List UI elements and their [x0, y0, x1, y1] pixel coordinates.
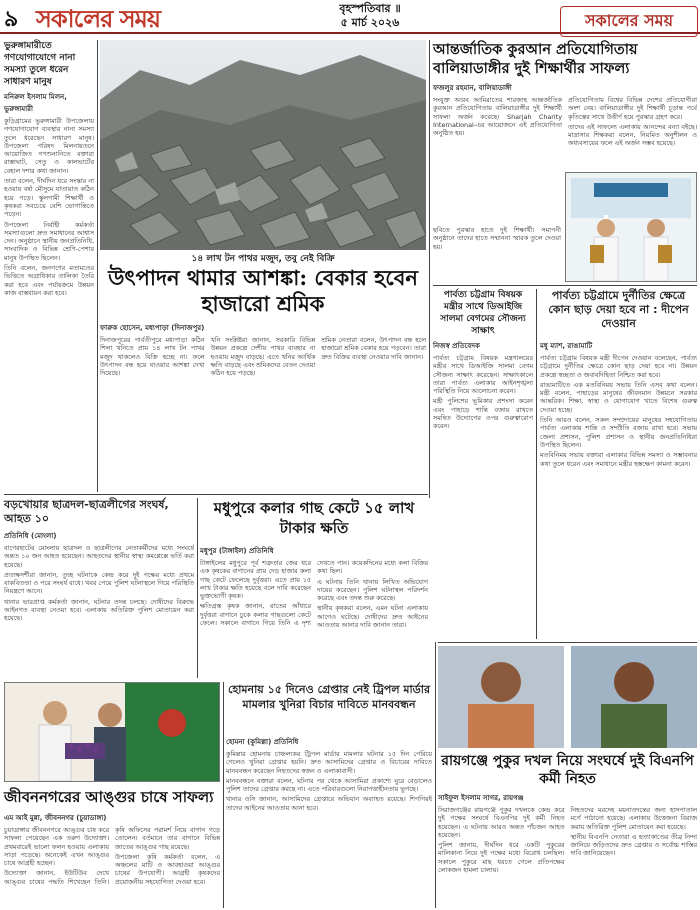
paragraph: প্রত্যক্ষদর্শীরা জানান, তুচ্ছ ঘটনাকে কেন্দ্র করে দুই পক্ষের মধ্যে প্রথমে বাকবিতণ্ডা ও পরে সংঘর্ষ বাধে। খবর পেয়ে পুলিশ ঘটনাস্থলে গিয়ে পরিস্থিতি নিয়ন্ত্রণে আনে।: [4, 570, 194, 596]
quarry-headline: উৎপাদন থামার আশঙ্কা: বেকার হবেন হাজারো শ্রমিক: [108, 265, 418, 316]
paragraph: কুড়িগ্রামের ভুরুঙ্গামারী উপজেলায় গণযোগাযোগ ব্যবস্থার নানা সমস্যা তুলে ধরেছেন সাধারণ মানুষ। উপজেলা পরিষদ মিলনায়তনে আয়োজিত গণশুনানিতে বক্তারা রাস্তাঘাট, সেতু ও কালভার্টের বেহাল দশার কথা জানান।: [4, 117, 94, 175]
grape-headline: জীবননগরের আঙ্গুর চাষে সাফল্য: [4, 788, 214, 806]
paragraph: চুয়াডাঙ্গার জীবননগরে আঙ্গুর চাষ করে সাফল্য পেয়েছেন এক তরুণ উদ্যোক্তা। প্রথমবারেই ভালো ফলন হওয়ায় এলাকায় সাড়া পড়েছে। অনেকেই এখন আঙ্গুর চাষে আগ্রহী হচ্ছেন।: [4, 826, 109, 868]
article-body: [540, 354, 697, 642]
newspaper-logo: সকালের সময়: [36, 4, 161, 33]
paragraph: তিনি আরও বলেন, সকল সম্প্রদায়ের মানুষের সহযোগিতায় পার্বত্য এলাকায় শান্তি ও সম্প্রীতি বজায় রাখা হবে। সভায় জেলা প্রশাসন, পুলিশ প্রশাসন ও স্থানীয় জনপ্রতিনিধিরা উপস্থিত ছিলেন।: [540, 416, 697, 449]
victim-portraits-image: [438, 646, 697, 748]
paragraph: এ ঘটনায় তিনি থানায় লিখিত অভিযোগ দায়ের করেছেন। পুলিশ ঘটনাস্থল পরিদর্শন করেছে এবং তদন্ত শুরু করেছে।: [317, 577, 428, 603]
article-byline: নিজস্ব প্রতিবেদক: [433, 342, 480, 350]
article-byline: সাইফুল ইসলাম সাগর, রায়গঞ্জ: [438, 794, 524, 802]
article-byline: এম আই মুন্না, জীবননগর (চুয়াডাঙ্গা): [4, 814, 107, 822]
paragraph: শ্রমিক নেতারা বলেন, উৎপাদন বন্ধ হলে হাজারো শ্রমিক বেকার হয়ে পড়বেন। তারা দ্রুত বিক্রির ব্যবস্থা নেওয়ার দাবি জানান।: [321, 336, 426, 361]
article-byline: ফজলুর রহমান, বালিয়াডাঙ্গী: [433, 84, 512, 92]
quran-winners-photo: [565, 172, 697, 282]
paragraph: কুমিল্লার হোমনায় চাঞ্চল্যকর ট্রিপল মার্ডার মামলার ঘটনার ১৫ দিন পেরিয়ে গেলেও খুনিরা গ্রেপ্তার হয়নি। দ্রুত আসামিদের গ্রেপ্তার ও বিচারের দাবিতে মানববন্ধন করেছেন নিহতদের স্বজন ও এলাকাবাসী।: [226, 750, 432, 775]
weekday: বৃহস্পতিবার ॥: [339, 2, 401, 15]
section-divider: [438, 642, 697, 643]
article-clash-body: [4, 530, 194, 676]
column-divider: [97, 40, 98, 492]
column-divider: [435, 642, 436, 908]
article-byline: হোমনা (কুমিল্লা) প্রতিনিধি: [226, 738, 299, 746]
paragraph: স্থানীয় কৃষকরা বলেন, এমন ঘটনা এলাকায় আগেও ঘটেছে। দোষীদের দ্রুত আইনের আওতায় আনার দাবি জানান তারা।: [317, 604, 428, 630]
paragraph: মতবিনিময় সভায় বক্তারা এলাকার বিভিন্ন সমস্যা ও সম্ভাবনার কথা তুলে ধরেন এবং সমাধানে মন্ত্রীর হস্তক্ষেপ কামনা করেন।: [540, 451, 697, 468]
article-homna-body: [226, 736, 432, 908]
column-divider: [536, 289, 537, 639]
paragraph: মন্ত্রী পুলিশের ভূমিকার প্রশংসা করেন এবং পাহাড়ে শান্তি বজায় রাখতে সমন্বিত উদ্যোগের ওপর গুরুত্বারোপ করেন।: [433, 397, 533, 431]
paragraph: মানববন্ধনে বক্তারা বলেন, ঘটনার পর থেকে আসামিরা প্রকাশ্যে ঘুরে বেড়ালেও পুলিশ তাদের গ্রেপ্তার করছে না। এতে পরিবারগুলো নিরাপত্তাহীনতায় ভুগছে।: [226, 776, 432, 794]
paragraph: পার্বত্য চট্টগ্রাম বিষয়ক মন্ত্রণালয়ের মন্ত্রীর সাথে ডিআইজি সালমা বেগম সৌজন্য সাক্ষাৎ করেছেন। সাক্ষাৎকালে তারা পার্বত্য এলাকার আইনশৃঙ্খলা পরিস্থিতি নিয়ে আলোচনা করেন।: [433, 354, 533, 396]
issue-date: ৫ মার্চ ২০২৬: [340, 16, 400, 29]
article-pond-body: [438, 792, 697, 908]
paragraph: খনি সংশ্লিষ্টরা জানান, সরকারি বিভিন্ন উন্নয়ন প্রকল্পে দেশীয় পাথর ব্যবহার না হওয়ায় মজুদ বাড়ছে। এতে খনির আর্থিক ক্ষতি বাড়ছে এবং শ্রমিকদের বেতন দেওয়া কঠিন হয়ে পড়ছে।: [210, 336, 316, 378]
section-divider: [433, 285, 697, 286]
quran-headline: আন্তর্জাতিক কুরআন প্রতিযোগিতায় বালিয়াডাঙ্গীর দুই শিক্ষার্থীর সাফল্য: [433, 41, 638, 77]
article-body: [4, 117, 94, 497]
stone-pile-image: [100, 40, 426, 250]
paragraph: উদ্যোক্তা জানান, ইউটিউব দেখে আঙ্গুর চাষের পদ্ধতি শিখেছেন তিনি। কৃষি অফিসের পরামর্শ নিয়ে বাগান গড়ে তোলেন। বর্তমানে তার বাগানে বিভিন্ন জাতের আঙ্গুর গাছ রয়েছে।: [4, 826, 220, 886]
article-quarry-body: [100, 322, 426, 490]
article-hill-body: [540, 340, 697, 638]
paragraph: পার্বত্য চট্টগ্রাম বিষয়ক মন্ত্রী দীপেন দেওয়ান বলেছেন, পার্বত্য চট্টগ্রামে দুর্নীতির ক্ষেত্রে কোন ছাড় দেয়া হবে না। উন্নয়ন প্রকল্পে স্বচ্ছতা ও জবাবদিহিতা নিশ্চিত করা হবে।: [540, 354, 697, 379]
column-divider: [197, 498, 198, 678]
article-bhurungamari: [4, 40, 94, 492]
paragraph: দিনাজপুরের পার্বতীপুরে মধ্যপাড়া কঠিন শিলা খনিতে প্রায় ১৪ লাখ টন পাথর মজুদ থাকলেও বিক্রি হচ্ছে না। ফলে উৎপাদন বন্ধ হয়ে যাওয়ার আশঙ্কা দেখা দিয়েছে।: [100, 336, 205, 378]
paragraph: উপজেলা নির্বাহী কর্মকর্তা সমস্যাগুলো দ্রুত সমাধানের আশ্বাস দেন। অনুষ্ঠানে স্থানীয় জনপ্রতিনিধি, সাংবাদিক ও বিভিন্ন শ্রেণি-পেশার মানুষ উপস্থিত ছিলেন।: [4, 220, 94, 262]
paragraph: বাগেরহাটের মোংলায় ছাত্রদল ও ছাত্রলীগের নেতাকর্মীদের মধ্যে সংঘর্ষে অন্তত ১০ জন আহত হয়েছেন। আহতদের স্থানীয় স্বাস্থ্য কমপ্লেক্সে ভর্তি করা হয়েছে।: [4, 544, 194, 569]
article-byline: ফারুক হোসেন, মধ্যপাড়া (দিনাজপুর): [100, 324, 205, 332]
paragraph: তাদের এই সাফল্যে এলাকায় আনন্দের বন্যা বইছে। মাদ্রাসার শিক্ষকরা বলেন, নিয়মিত অনুশীলন ও অধ্যবসায়ের ফলে এই অর্জন সম্ভব হয়েছে।: [568, 122, 697, 148]
article-byline: প্রতিনিধি (মোংলা): [4, 532, 57, 540]
article-body: [433, 354, 533, 514]
paragraph: রাঙামাটিতে এক মতবিনিময় সভায় তিনি এসব কথা বলেন। মন্ত্রী বলেন, পাহাড়ের মানুষের জীবনমান উন্নয়নে সরকার আন্তরিক। শিক্ষা, স্বাস্থ্য ও যোগাযোগ খাতে বিশেষ গুরুত্ব দেওয়া হচ্ছে।: [540, 380, 697, 414]
paragraph: থানার ওসি জানান, আসামিদের গ্রেপ্তারে অভিযান অব্যাহত রয়েছে। শিগগিরই তাদের আইনের আওতায় আনা হবে।: [226, 795, 432, 812]
page-number: ৯: [4, 7, 19, 32]
article-body: [200, 559, 428, 681]
paragraph: ক্ষতিগ্রস্ত কৃষক জানান, রাতের আঁধারে দুর্বৃত্তরা বাগানে ঢুকে কলার গাছগুলো কেটে ফেলে। সকালে বাগানে গিয়ে তিনি এ দৃশ্য দেখতে পান। কয়েকদিনের মধ্যে কলা বিক্রির কথা ছিল।: [200, 559, 428, 628]
article-byline: মধুপুর (টাঙ্গাইল) প্রতিনিধি: [200, 547, 274, 555]
column-divider: [429, 40, 430, 498]
grape-handover-image: [5, 683, 219, 781]
pond-headline: রায়গঞ্জে পুকুর দখল নিয়ে সংঘর্ষে দুই বিএনপি কর্মী নিহত: [441, 753, 694, 787]
article-body: [4, 826, 220, 910]
section-brand: সকালের সময়: [560, 6, 698, 37]
article-body: [4, 544, 194, 680]
article-body: [226, 750, 432, 910]
masthead: [0, 0, 700, 34]
paragraph: নিহতদের মরদেহ ময়নাতদন্তের জন্য হাসপাতাল মর্গে পাঠানো হয়েছে। এলাকায় উত্তেজনা বিরাজ করায় অতিরিক্ত পুলিশ মোতায়েন করা হয়েছে।: [570, 806, 697, 831]
clash-headline: বড়খোয়ার ছাত্রদল-ছাত্রলীগের সংঘর্ষ, আহত ১০: [4, 498, 169, 525]
paragraph: থানার ভারপ্রাপ্ত কর্মকর্তা জানান, ঘটনার তদন্ত চলছে। দোষীদের বিরুদ্ধে আইনগত ব্যবস্থা নেওয়া হবে। এলাকায় অতিরিক্ত পুলিশ মোতায়েন করা হয়েছে।: [4, 597, 194, 623]
column-divider: [223, 682, 224, 908]
victims-photos: [438, 646, 697, 748]
quarry-photo-caption: ১৪ লাখ টন পাথর মজুদ, তবু নেই বিক্রি: [191, 254, 335, 264]
meeting-headline: পার্বত্য চট্টগ্রাম বিষয়ক মন্ত্রীর সাথে ডিআইজি সালমা বেগমের সৌজন্য সাক্ষাৎ: [440, 290, 526, 336]
banana-headline: মধুপুরে কলার গাছ কেটে ১৫ লাখ টাকার ক্ষতি: [213, 499, 415, 537]
date-block: [300, 2, 440, 30]
paragraph: প্রতিযোগিতায় বিশ্বের বিভিন্ন দেশের প্রতিযোগীরা অংশ নেয়। বালিয়াডাঙ্গীর দুই শিক্ষার্থী চূড়ান্ত পর্বে কৃতিত্বের সাথে উত্তীর্ণ হয়ে পুরস্কার গ্রহণ করে।: [568, 96, 697, 121]
homna-headline: হোমনায় ১৫ দিনেও গ্রেপ্তার নেই ট্রিপল মার্ডার মামলার খুনিরা বিচার দাবিতে মানববন্ধন: [227, 683, 431, 711]
quarry-photo: [100, 40, 426, 250]
paragraph: সংযুক্ত আরব আমিরাতের শারজাহ আন্তর্জাতিক কুরআন প্রতিযোগিতায় বালিয়াডাঙ্গীর দুই শিক্ষার্থী সাফল্য অর্জন করেছে। Sharjah Charity International-এর আয়োজনে এই প্রতিযোগিতা অনুষ্ঠিত হয়।: [433, 96, 562, 138]
section-divider: [4, 494, 428, 495]
quran-photo-caption: ছবিতে পুরস্কার হাতে দুই শিক্ষার্থী। সমাপনী অনুষ্ঠানে তাদের হাতে সম্মাননা স্মারক তুলে দেওয়া হয়।: [433, 226, 561, 251]
article-byline: মনিরুল ইসলাম মিলন, ভুরুঙ্গামারী: [4, 93, 67, 113]
paragraph: সিরাজগঞ্জের রায়গঞ্জে পুকুর দখলকে কেন্দ্র করে দুই পক্ষের সংঘর্ষে বিএনপির দুই কর্মী নিহত হয়েছেন। এ ঘটনায় আরও অন্তত পাঁচজন আহত হয়েছেন।: [438, 806, 565, 839]
paragraph: তারা বলেন, দীর্ঘদিন ধরে সংস্কার না হওয়ায় বর্ষা মৌসুমে যাতায়াত কঠিন হয়ে পড়ে। স্কুলগামী শিক্ষার্থী ও কৃষকরা সবচেয়ে বেশি ভোগান্তিতে পড়েন।: [4, 177, 94, 219]
paragraph: পুলিশ জানায়, দীর্ঘদিন ধরে একটি পুকুরের মালিকানা নিয়ে দুই পক্ষের মধ্যে বিরোধ চলছিল। সকালে পুকুরে মাছ ধরতে গেলে প্রতিপক্ষের লোকজন হামলা চালায়।: [438, 841, 565, 875]
article-banana-body: [200, 545, 428, 677]
article-grape-body: [4, 812, 220, 908]
paragraph: টাঙ্গাইলের মধুপুরে পূর্ব শত্রুতার জের ধরে এক কৃষকের বাগানের প্রায় দেড় হাজার কলা গাছ কেটে ফেলেছে দুর্বৃত্তরা। এতে প্রায় ১৫ লাখ টাকার ক্ষতি হয়েছে বলে দাবি করেছেন ভুক্তভোগী কৃষক।: [200, 559, 311, 601]
article-headline: ভুরুঙ্গামারীতে গণযোগাযোগে নানা সমস্যা তুলে ধরেন সাধারণ মানুষ: [4, 41, 76, 87]
article-body: [438, 806, 697, 910]
paragraph: তিনি বলেন, জনগণের মতামতের ভিত্তিতে অগ্রাধিকার তালিকা তৈরি করা হবে এবং পর্যায়ক্রমে উন্নয়ন কাজ বাস্তবায়ন করা হবে।: [4, 264, 94, 297]
hill-headline: পার্বত্য চট্টগ্রামে দুর্নীতির ক্ষেত্রে কোন ছাড় দেয়া হবে না : দীপেন দেওয়ান: [548, 289, 689, 330]
grape-photo: [4, 682, 220, 782]
paragraph: স্থানীয় বিএনপি নেতারা এ হত্যাকাণ্ডের তীব্র নিন্দা জানিয়ে জড়িতদের দ্রুত গ্রেপ্তার ও সর্বোচ্চ শাস্তির দাবি জানিয়েছেন।: [570, 832, 697, 858]
article-body: [100, 336, 426, 494]
article-byline: মধু ম্যাশ, রাঙামাটি: [540, 342, 593, 350]
award-ceremony-image: [566, 173, 696, 281]
paragraph: উপজেলা কৃষি কর্মকর্তা বলেন, এ অঞ্চলের মাটি ও আবহাওয়া আঙ্গুর চাষের উপযোগী। আগ্রহী কৃষকদের প্রয়োজনীয় সহযোগিতা দেওয়া হবে।: [115, 852, 220, 886]
